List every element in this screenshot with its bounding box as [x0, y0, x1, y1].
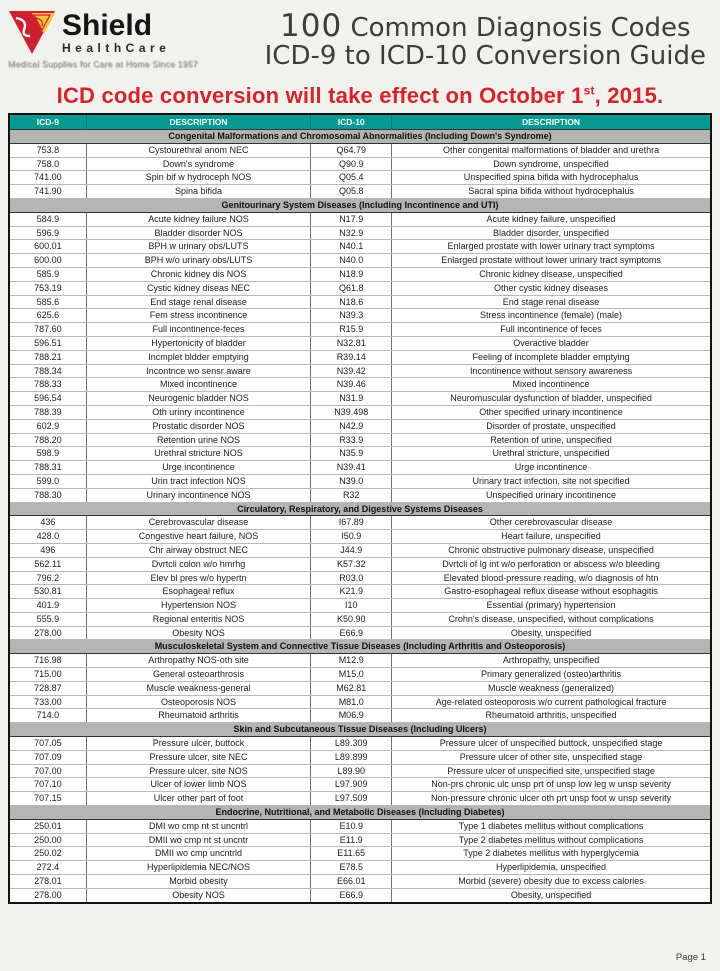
table-row [9, 585, 711, 599]
icd9-description-cell: End stage renal disease [86, 295, 311, 309]
icd10-code-cell: I67.89 [311, 516, 392, 530]
icd9-code-cell: 596.51 [9, 336, 86, 350]
icd9-code-cell: 278.00 [9, 888, 86, 902]
icd9-description-cell: Rheumatoid arthritis [86, 709, 311, 723]
icd10-code-cell: N18.6 [311, 295, 392, 309]
icd10-code-cell: I50.9 [311, 530, 392, 544]
shield-triangle-logo-icon [8, 10, 58, 56]
icd10-code-cell: Q90.9 [311, 157, 392, 171]
icd10-description-cell: End stage renal disease [392, 295, 711, 309]
icd9-description-cell: Down's syndrome [86, 157, 311, 171]
icd9-description-cell: Urin tract infection NOS [86, 474, 311, 488]
icd9-description-cell: BPH w/o urinary obs/LUTS [86, 254, 311, 268]
icd9-code-cell: 625.6 [9, 309, 86, 323]
title-number: 100 [280, 8, 343, 44]
page-number: Page 1 [675, 952, 706, 963]
icd10-code-cell: L97.509 [311, 792, 392, 806]
icd9-code-cell: 788.39 [9, 405, 86, 419]
icd9-description-cell: Incontnce wo sensr aware [86, 364, 311, 378]
icd9-code-cell: 555.9 [9, 612, 86, 626]
table-row [9, 599, 711, 613]
section-header-row [9, 502, 711, 516]
icd10-code-cell: R33.9 [311, 433, 392, 447]
icd10-description-cell: Type 1 diabetes mellitus without complications [392, 819, 711, 833]
icd10-code-cell: N31.9 [311, 392, 392, 406]
icd10-description-cell: Other cerebrovascular disease [392, 516, 711, 530]
icd10-code-cell: E66.9 [311, 888, 392, 902]
icd9-code-cell: 600.00 [9, 254, 86, 268]
icd9-description-cell: Hypertonicity of bladder [86, 336, 311, 350]
icd10-description-cell: Unspecified urinary incontinence [392, 488, 711, 502]
icd9-description-cell: Ulcer of lower limb NOS [86, 778, 311, 792]
icd9-description-cell: Mixed incontinence [86, 378, 311, 392]
icd10-code-cell: E11.65 [311, 847, 392, 861]
icd10-description-cell: Other cystic kidney diseases [392, 281, 711, 295]
icd10-code-cell: Q61.8 [311, 281, 392, 295]
icd10-description-cell: Acute kidney failure, unspecified [392, 212, 711, 226]
table-row [9, 626, 711, 640]
icd9-description-cell: Spin bif w hydroceph NOS [86, 171, 311, 185]
icd10-description-cell: Pressure ulcer of unspecified buttock, unspecified stage [392, 737, 711, 751]
icd9-description-cell: Neurogenic bladder NOS [86, 392, 311, 406]
icd10-code-cell: M62.81 [311, 681, 392, 695]
icd10-description-cell: Chronic obstructive pulmonary disease, unspecified [392, 543, 711, 557]
icd10-code-cell: N39.498 [311, 405, 392, 419]
icd9-description-cell: Elev bl pres w/o hypertn [86, 571, 311, 585]
table-row [9, 350, 711, 364]
icd10-code-cell: E78.5 [311, 861, 392, 875]
icd9-code-cell: 272.4 [9, 861, 86, 875]
icd10-code-cell: N39.42 [311, 364, 392, 378]
icd10-description-cell: Hyperlipidemia, unspecified [392, 861, 711, 875]
icd9-description-cell: Retention urine NOS [86, 433, 311, 447]
icd9-code-cell: 788.30 [9, 488, 86, 502]
section-header-label: Circulatory, Respiratory, and Digestive Systems Diseases [9, 502, 711, 516]
icd9-code-cell: 401.9 [9, 599, 86, 613]
table-row [9, 240, 711, 254]
icd9-code-cell: 788.31 [9, 461, 86, 475]
icd10-code-cell: N32.9 [311, 226, 392, 240]
icd10-code-cell: N32.81 [311, 336, 392, 350]
icd9-description-cell: Full incontinence-feces [86, 323, 311, 337]
section-header-row [9, 198, 711, 212]
banner-text-after: , 2015. [594, 83, 664, 108]
icd9-code-cell: 596.54 [9, 392, 86, 406]
icd9-code-cell: 788.34 [9, 364, 86, 378]
icd9-code-cell: 584.9 [9, 212, 86, 226]
table-row [9, 226, 711, 240]
icd9-code-cell: 753.8 [9, 143, 86, 157]
icd10-code-cell: Q05.8 [311, 185, 392, 199]
icd10-code-cell: K50.90 [311, 612, 392, 626]
table-row [9, 764, 711, 778]
table-row [9, 364, 711, 378]
icd10-description-cell: Non-prs chronic ulc unsp prt of unsp low leg w unsp severity [392, 778, 711, 792]
document-header [0, 0, 720, 76]
icd10-code-cell: N39.46 [311, 378, 392, 392]
icd9-description-cell: Pressure ulcer, site NEC [86, 750, 311, 764]
table-row [9, 447, 711, 461]
icd10-code-cell: M15.0 [311, 668, 392, 682]
icd10-description-cell: Other specified urinary incontinence [392, 405, 711, 419]
table-row [9, 212, 711, 226]
table-row [9, 778, 711, 792]
logo-tagline: Medical Supplies for Care at Home Since 1957 [8, 59, 198, 69]
icd10-description-cell: Unspecified spina bifida with hydrocephalus [392, 171, 711, 185]
icd9-description-cell: Esophageal reflux [86, 585, 311, 599]
table-row [9, 888, 711, 902]
table-row [9, 833, 711, 847]
icd9-code-cell: 596.9 [9, 226, 86, 240]
icd10-description-cell: Stress incontinence (female) (male) [392, 309, 711, 323]
title-line2: ICD-9 to ICD-10 Conversion Guide [264, 40, 706, 71]
conversion-date-banner [0, 83, 720, 109]
table-row [9, 143, 711, 157]
icd10-description-cell: Disorder of prostate, unspecified [392, 419, 711, 433]
icd9-description-cell: BPH w urinary obs/LUTS [86, 240, 311, 254]
icd9-code-cell: 733.00 [9, 695, 86, 709]
icd9-description-cell: Regional enteritis NOS [86, 612, 311, 626]
icd10-description-cell: Gastro-esophageal reflux disease without esophagitis [392, 585, 711, 599]
icd9-description-cell: Cystourethral anom NEC [86, 143, 311, 157]
icd9-code-cell: 600.01 [9, 240, 86, 254]
icd10-code-cell: R03.0 [311, 571, 392, 585]
table-row [9, 571, 711, 585]
icd10-code-cell: E11.9 [311, 833, 392, 847]
table-row [9, 267, 711, 281]
icd10-code-cell: R15.9 [311, 323, 392, 337]
column-header-description-icd10: DESCRIPTION [392, 114, 711, 130]
icd9-code-cell: 250.01 [9, 819, 86, 833]
section-header-row [9, 806, 711, 820]
icd9-description-cell: Cystic kidney diseas NEC [86, 281, 311, 295]
icd10-description-cell: Sacral spina bifida without hydrocephalus [392, 185, 711, 199]
icd9-code-cell: 436 [9, 516, 86, 530]
icd10-code-cell: M06.9 [311, 709, 392, 723]
icd10-description-cell: Age-related osteoporosis w/o current pathological fracture [392, 695, 711, 709]
icd10-code-cell: N40.1 [311, 240, 392, 254]
icd9-code-cell: 741.00 [9, 171, 86, 185]
icd9-description-cell: Urethral stricture NOS [86, 447, 311, 461]
icd9-description-cell: Arthropathy NOS-oth site [86, 654, 311, 668]
icd9-description-cell: Urge incontinence [86, 461, 311, 475]
banner-text-before: ICD code conversion will take effect on October 1 [56, 83, 584, 108]
icd9-code-cell: 753.19 [9, 281, 86, 295]
column-header-row [9, 114, 711, 130]
icd10-code-cell: M12.9 [311, 654, 392, 668]
table-row [9, 488, 711, 502]
icd10-code-cell: E10.9 [311, 819, 392, 833]
icd9-code-cell: 728.87 [9, 681, 86, 695]
icd10-code-cell: M81.0 [311, 695, 392, 709]
icd10-code-cell: K57.32 [311, 557, 392, 571]
icd10-description-cell: Obesity, unspecified [392, 626, 711, 640]
table-row [9, 792, 711, 806]
icd10-code-cell: R32 [311, 488, 392, 502]
icd9-description-cell: Dvrtcli colon w/o hmrhg [86, 557, 311, 571]
table-row [9, 185, 711, 199]
section-header-label: Musculoskeletal System and Connective Tissue Diseases (Including Arthritis and Osteoporosis) [9, 640, 711, 654]
logo-brand-text: Shield [62, 9, 153, 42]
icd9-description-cell: Morbid obesity [86, 875, 311, 889]
icd9-code-cell: 250.02 [9, 847, 86, 861]
table-row [9, 405, 711, 419]
icd10-description-cell: Neuromuscular dysfunction of bladder, unspecified [392, 392, 711, 406]
table-row [9, 819, 711, 833]
icd10-description-cell: Down syndrome, unspecified [392, 157, 711, 171]
icd10-description-cell: Dvrtcli of lg int w/o perforation or abscess w/o bleeding [392, 557, 711, 571]
icd9-code-cell: 599.0 [9, 474, 86, 488]
icd9-description-cell: Incmplet bldder emptying [86, 350, 311, 364]
table-row [9, 474, 711, 488]
table-row [9, 323, 711, 337]
icd9-code-cell: 787.60 [9, 323, 86, 337]
table-row [9, 433, 711, 447]
title-line1: Common Diagnosis Codes [342, 13, 691, 43]
section-header-label: Genitourinary System Diseases (Including Incontinence and UTI) [9, 198, 711, 212]
column-header-description-icd9: DESCRIPTION [86, 114, 311, 130]
section-header-row [9, 640, 711, 654]
table-row [9, 309, 711, 323]
shield-healthcare-logo [8, 10, 238, 69]
icd9-description-cell: Pressure ulcer, buttock [86, 737, 311, 751]
icd10-description-cell: Non-pressure chronic ulcer oth prt unsp foot w unsp severity [392, 792, 711, 806]
icd10-description-cell: Urge incontinence [392, 461, 711, 475]
icd9-description-cell: Fem stress incontinence [86, 309, 311, 323]
table-row [9, 254, 711, 268]
icd10-description-cell: Essential (primary) hypertension [392, 599, 711, 613]
icd9-code-cell: 278.01 [9, 875, 86, 889]
table-row [9, 336, 711, 350]
icd10-code-cell: N40.0 [311, 254, 392, 268]
icd9-code-cell: 788.21 [9, 350, 86, 364]
table-row [9, 295, 711, 309]
icd10-description-cell: Mixed incontinence [392, 378, 711, 392]
icd10-code-cell: L89.899 [311, 750, 392, 764]
icd10-description-cell: Urethral stricture, unspecified [392, 447, 711, 461]
icd10-code-cell: R39.14 [311, 350, 392, 364]
icd10-code-cell: Q64.79 [311, 143, 392, 157]
section-header-label: Endocrine, Nutritional, and Metabolic Diseases (Including Diabetes) [9, 806, 711, 820]
icd9-code-cell: 788.33 [9, 378, 86, 392]
icd10-code-cell: K21.9 [311, 585, 392, 599]
icd9-description-cell: DMII wo cmp uncntrld [86, 847, 311, 861]
icd9-code-cell: 585.6 [9, 295, 86, 309]
icd9-description-cell: Prostatic disorder NOS [86, 419, 311, 433]
icd-conversion-table [8, 113, 712, 904]
table-row [9, 750, 711, 764]
icd10-code-cell: L89.309 [311, 737, 392, 751]
column-header-icd9: ICD-9 [9, 114, 86, 130]
icd9-description-cell: Pressure ulcer, site NOS [86, 764, 311, 778]
section-header-label: Skin and Subcutaneous Tissue Diseases (Including Ulcers) [9, 723, 711, 737]
icd10-description-cell: Incontinence without sensory awareness [392, 364, 711, 378]
icd10-description-cell: Type 2 diabetes mellitus without complications [392, 833, 711, 847]
icd10-description-cell: Full incontinence of feces [392, 323, 711, 337]
table-row [9, 557, 711, 571]
icd9-description-cell: Acute kidney failure NOS [86, 212, 311, 226]
table-row [9, 681, 711, 695]
icd9-code-cell: 562.11 [9, 557, 86, 571]
icd9-code-cell: 530.81 [9, 585, 86, 599]
icd9-description-cell: Urinary incontinence NOS [86, 488, 311, 502]
icd9-description-cell: Chr airway obstruct NEC [86, 543, 311, 557]
icd10-description-cell: Enlarged prostate with lower urinary tract symptoms [392, 240, 711, 254]
icd10-code-cell: N42.9 [311, 419, 392, 433]
icd9-description-cell: Hyperlipidemia NEC/NOS [86, 861, 311, 875]
icd10-description-cell: Urinary tract infection, site not specified [392, 474, 711, 488]
icd10-code-cell: N39.0 [311, 474, 392, 488]
icd9-code-cell: 788.20 [9, 433, 86, 447]
icd10-description-cell: Pressure ulcer of other site, unspecified stage [392, 750, 711, 764]
icd9-code-cell: 496 [9, 543, 86, 557]
icd10-description-cell: Other congenital malformations of bladder and urethra [392, 143, 711, 157]
icd9-description-cell: Obesity NOS [86, 888, 311, 902]
icd10-description-cell: Primary generalized (osteo)arthritis [392, 668, 711, 682]
icd9-code-cell: 278.00 [9, 626, 86, 640]
icd9-code-cell: 707.09 [9, 750, 86, 764]
icd9-code-cell: 714.0 [9, 709, 86, 723]
icd10-code-cell: I10 [311, 599, 392, 613]
table-row [9, 612, 711, 626]
table-row [9, 875, 711, 889]
icd9-code-cell: 796.2 [9, 571, 86, 585]
icd9-description-cell: Bladder disorder NOS [86, 226, 311, 240]
logo-subbrand-text: HealthCare [62, 41, 171, 55]
icd10-description-cell: Type 2 diabetes mellitus with hyperglycemia [392, 847, 711, 861]
icd10-description-cell: Obesity, unspecified [392, 888, 711, 902]
icd10-description-cell: Feeling of incomplete bladder emptying [392, 350, 711, 364]
icd9-description-cell: Chronic kidney dis NOS [86, 267, 311, 281]
icd9-code-cell: 758.0 [9, 157, 86, 171]
table-row [9, 668, 711, 682]
table-row [9, 516, 711, 530]
icd9-description-cell: DMII wo cmp nt st uncntr [86, 833, 311, 847]
icd9-description-cell: Osteoporosis NOS [86, 695, 311, 709]
icd9-code-cell: 598.9 [9, 447, 86, 461]
section-header-label: Congenital Malformations and Chromosomal Abnormalities (Including Down's Syndrome) [9, 130, 711, 144]
table-row [9, 419, 711, 433]
table-row [9, 392, 711, 406]
table-row [9, 861, 711, 875]
table-row [9, 378, 711, 392]
icd9-description-cell: Cerebrovascular disease [86, 516, 311, 530]
icd10-description-cell: Pressure ulcer of unspecified site, unspecified stage [392, 764, 711, 778]
icd9-code-cell: 602.9 [9, 419, 86, 433]
icd9-code-cell: 741.90 [9, 185, 86, 199]
icd9-code-cell: 707.00 [9, 764, 86, 778]
banner-superscript: st [583, 83, 595, 98]
icd10-description-cell: Chronic kidney disease, unspecified [392, 267, 711, 281]
icd10-description-cell: Retention of urine, unspecified [392, 433, 711, 447]
table-row [9, 157, 711, 171]
icd10-description-cell: Enlarged prostate without lower urinary tract symptoms [392, 254, 711, 268]
table-row [9, 530, 711, 544]
icd10-code-cell: L97.909 [311, 778, 392, 792]
icd9-description-cell: Ulcer other part of foot [86, 792, 311, 806]
icd9-description-cell: DMI wo cmp nt st uncntrl [86, 819, 311, 833]
icd10-code-cell: N39.3 [311, 309, 392, 323]
table-row [9, 709, 711, 723]
table-row [9, 543, 711, 557]
icd10-code-cell: N35.9 [311, 447, 392, 461]
icd10-code-cell: J44.9 [311, 543, 392, 557]
icd9-code-cell: 707.10 [9, 778, 86, 792]
table-row [9, 654, 711, 668]
table-row [9, 281, 711, 295]
section-header-row [9, 723, 711, 737]
icd10-description-cell: Rheumatoid arthritis, unspecified [392, 709, 711, 723]
icd10-code-cell: N17.9 [311, 212, 392, 226]
icd10-code-cell: E66.9 [311, 626, 392, 640]
icd9-code-cell: 585.9 [9, 267, 86, 281]
table-row [9, 737, 711, 751]
icd9-code-cell: 707.15 [9, 792, 86, 806]
icd9-code-cell: 716.98 [9, 654, 86, 668]
icd9-description-cell: General osteoarthrosis [86, 668, 311, 682]
icd9-description-cell: Hypertension NOS [86, 599, 311, 613]
icd9-code-cell: 250.00 [9, 833, 86, 847]
column-header-icd10: ICD-10 [311, 114, 392, 130]
table-row [9, 171, 711, 185]
icd9-description-cell: Spina bifida [86, 185, 311, 199]
icd10-description-cell: Muscle weakness (generalized) [392, 681, 711, 695]
section-header-row [9, 130, 711, 144]
table-row [9, 695, 711, 709]
icd10-description-cell: Overactive bladder [392, 336, 711, 350]
icd10-code-cell: E66.01 [311, 875, 392, 889]
icd10-code-cell: N18.9 [311, 267, 392, 281]
icd10-description-cell: Bladder disorder, unspecified [392, 226, 711, 240]
icd9-description-cell: Muscle weakness-general [86, 681, 311, 695]
icd10-description-cell: Arthropathy, unspecified [392, 654, 711, 668]
icd9-code-cell: 715.00 [9, 668, 86, 682]
icd10-description-cell: Elevated blood-pressure reading, w/o diagnosis of htn [392, 571, 711, 585]
icd10-description-cell: Morbid (severe) obesity due to excess calories [392, 875, 711, 889]
icd10-code-cell: L89.90 [311, 764, 392, 778]
icd10-code-cell: N39.41 [311, 461, 392, 475]
icd10-description-cell: Crohn's disease, unspecified, without complications [392, 612, 711, 626]
table-row [9, 847, 711, 861]
icd9-code-cell: 428.0 [9, 530, 86, 544]
icd9-description-cell: Congestive heart failure, NOS [86, 530, 311, 544]
icd9-description-cell: Obesity NOS [86, 626, 311, 640]
document-title [265, 10, 706, 70]
icd9-description-cell: Oth urinry incontinence [86, 405, 311, 419]
icd10-code-cell: Q05.4 [311, 171, 392, 185]
icd9-code-cell: 707.05 [9, 737, 86, 751]
table-row [9, 461, 711, 475]
icd10-description-cell: Heart failure, unspecified [392, 530, 711, 544]
